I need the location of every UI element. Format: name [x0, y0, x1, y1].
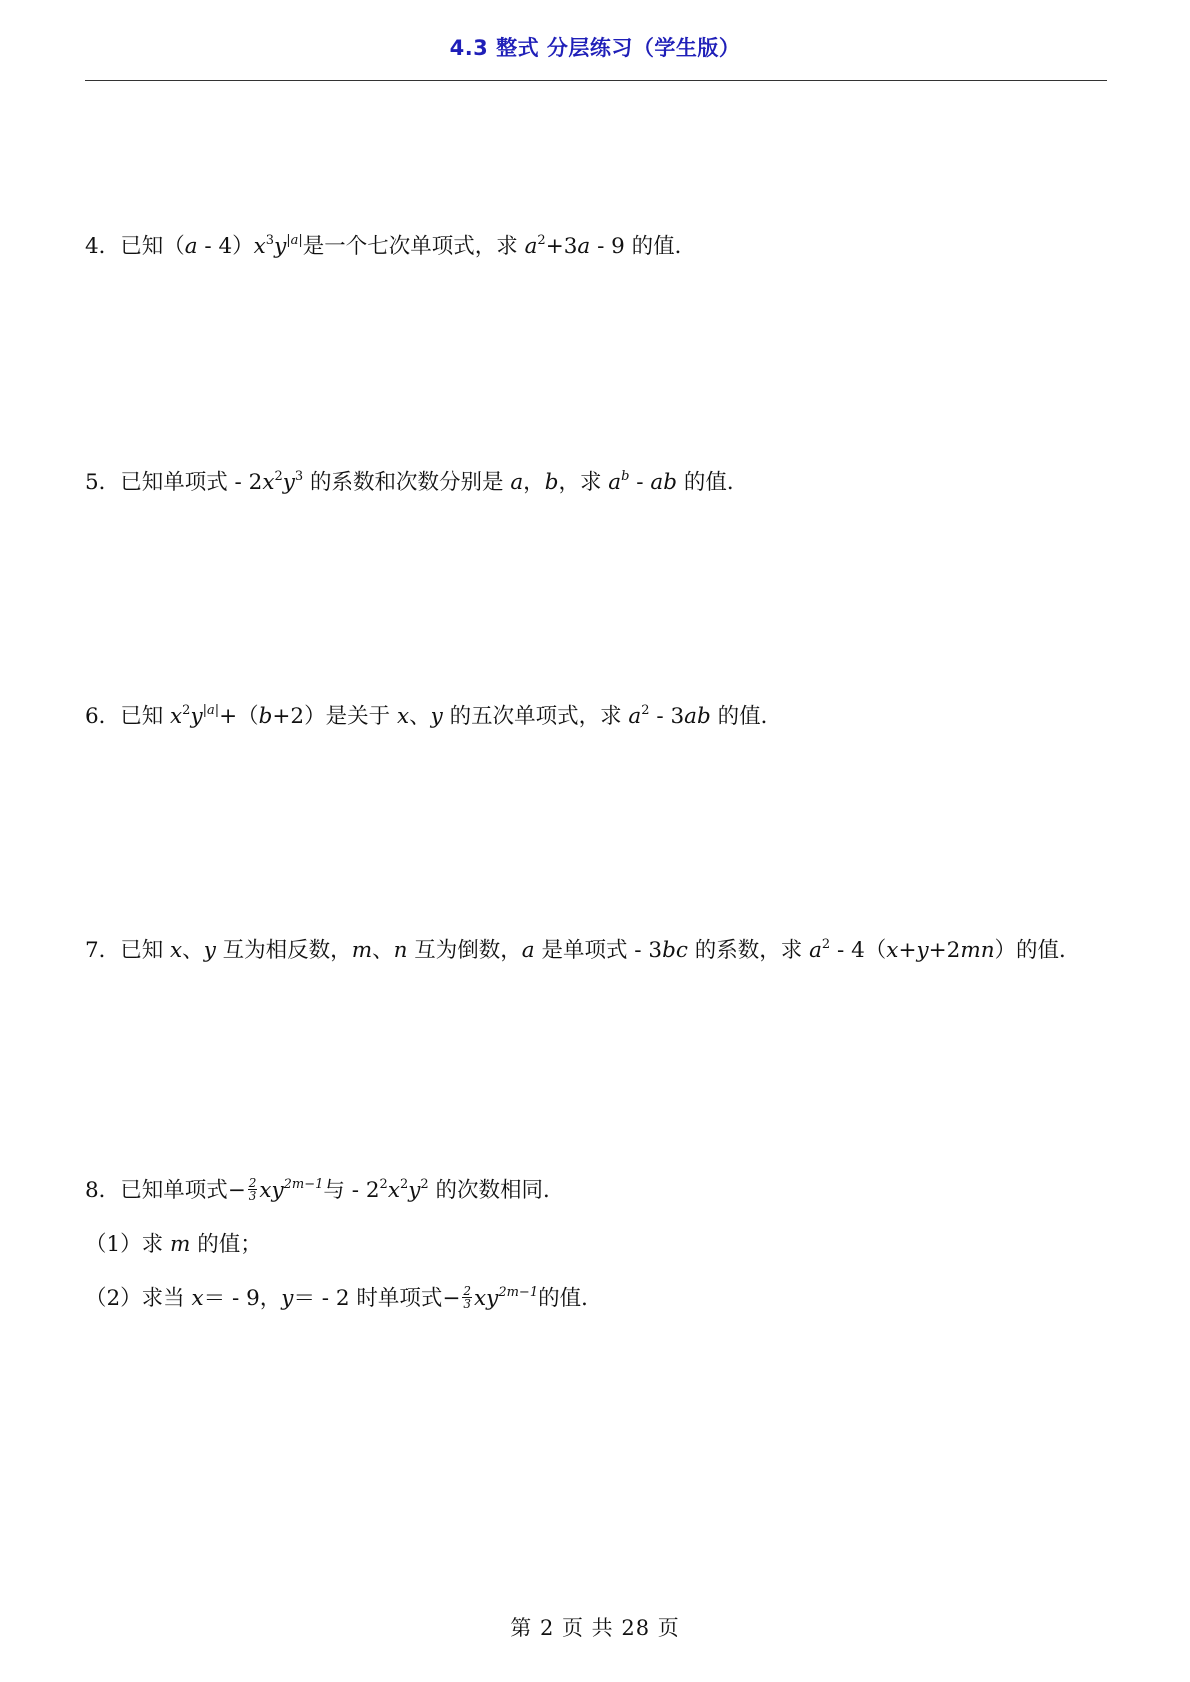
text: - 4）: [197, 234, 254, 259]
text: ，: [523, 470, 545, 495]
text: ，求: [558, 470, 609, 495]
minus-sign: −: [442, 1286, 461, 1311]
text: 是一个七次单项式，求: [302, 234, 525, 259]
var-a: a: [521, 938, 535, 963]
question-number: 8．: [85, 1178, 121, 1203]
text: 的值．: [676, 470, 749, 495]
var-ab: ab: [684, 704, 711, 729]
minus-sign: −: [227, 1178, 246, 1203]
text: +2: [928, 938, 961, 963]
var-x: x: [191, 1286, 204, 1311]
question-number: 5．: [85, 470, 121, 495]
text: （2）求当: [85, 1286, 192, 1311]
var-y: y: [916, 938, 929, 963]
exponent: 3: [294, 468, 304, 484]
exponent: 2: [274, 468, 283, 484]
text: 的次数相同．: [428, 1178, 565, 1203]
text: -: [629, 470, 651, 495]
var-x: x: [170, 938, 183, 963]
var-b: b: [258, 704, 273, 729]
text: +: [898, 938, 917, 963]
var-x: x: [387, 1178, 400, 1203]
exponent: 2: [641, 702, 650, 718]
text: 的系数，求: [687, 938, 810, 963]
text: 已知单项式: [120, 1178, 228, 1203]
question-8: [85, 1176, 565, 1206]
text: - 3: [649, 704, 685, 729]
var-m: m: [170, 1232, 191, 1257]
text: 已知: [120, 938, 171, 963]
var-bc: bc: [662, 938, 688, 963]
text: ＝ - 9，: [203, 1286, 282, 1311]
exponent: 2: [537, 232, 546, 248]
var-a: a: [524, 234, 538, 259]
var-x: x: [170, 704, 183, 729]
var-y: y: [281, 1286, 294, 1311]
var-y: y: [430, 704, 443, 729]
var-xy: xy: [259, 1178, 284, 1203]
text: ＝ - 2 时单项式: [293, 1286, 443, 1311]
var-a: a: [809, 938, 822, 963]
exponent: 3: [265, 232, 275, 248]
text: 的值；: [190, 1232, 262, 1257]
header-divider: [85, 80, 1107, 81]
var-x: x: [253, 234, 266, 259]
question-number: 4．: [85, 234, 121, 259]
text: 已知（: [120, 234, 185, 259]
var-a: a: [510, 470, 524, 495]
var-a: a: [184, 234, 198, 259]
text: 、: [409, 704, 431, 729]
text: 、: [372, 938, 394, 963]
text: - 9 的值．: [590, 234, 697, 259]
question-6: [85, 702, 782, 732]
question-number: 7．: [85, 938, 121, 963]
text: 已知: [120, 704, 171, 729]
text: 已知单项式 - 2: [120, 470, 263, 495]
page-header-title: 4.3 整式 分层练习（学生版）: [449, 36, 741, 60]
var-y: y: [274, 234, 287, 259]
var-y: y: [203, 938, 216, 963]
exponent: 2m−1: [283, 1176, 324, 1192]
question-8-part-1: [85, 1230, 262, 1260]
question-4: [85, 232, 696, 262]
exponent: 2m−1: [498, 1284, 539, 1300]
var-xy: xy: [474, 1286, 499, 1311]
exponent: 2: [821, 936, 831, 952]
text: 、: [182, 938, 204, 963]
text: 的值．: [538, 1286, 603, 1311]
exponent: 2: [182, 702, 191, 718]
text: 互为倒数，: [407, 938, 522, 963]
text: 互为相反数，: [215, 938, 352, 963]
text: 与 - 2: [323, 1178, 380, 1203]
fraction-denominator: 3: [463, 1296, 472, 1311]
var-a: a: [577, 234, 591, 259]
fraction: [248, 1177, 258, 1202]
exponent: 2: [420, 1176, 429, 1192]
text: +2）是关于: [272, 704, 397, 729]
var-x: x: [886, 938, 899, 963]
var-a: a: [628, 704, 642, 729]
var-a: a: [608, 470, 622, 495]
var-n: n: [393, 938, 408, 963]
exponent: 2: [379, 1176, 388, 1192]
fraction-numerator: 2: [463, 1283, 472, 1298]
var-b: b: [544, 470, 559, 495]
question-5: [85, 468, 748, 498]
var-y: y: [190, 704, 203, 729]
page-footer: 第 2 页 共 28 页: [510, 1616, 680, 1640]
text: 的系数和次数分别是: [303, 470, 511, 495]
text: - 4（: [830, 938, 887, 963]
exponent: b: [621, 468, 630, 484]
var-ab: ab: [650, 470, 677, 495]
text: 是单项式 - 3: [534, 938, 663, 963]
question-8-part-2: [85, 1284, 603, 1314]
text: 的值．: [710, 704, 783, 729]
exponent: 2: [399, 1176, 409, 1192]
var-m: m: [351, 938, 373, 963]
exponent: |a|: [202, 702, 220, 718]
var-y: y: [282, 470, 295, 495]
text: （1）求: [85, 1232, 171, 1257]
var-mn: mn: [960, 938, 995, 963]
text: ）的值．: [994, 938, 1081, 963]
question-7: [85, 936, 1081, 966]
text: +3: [545, 234, 578, 259]
text: 的五次单项式，求: [442, 704, 629, 729]
fraction-denominator: 3: [248, 1188, 257, 1203]
var-y: y: [408, 1178, 421, 1203]
fraction: [462, 1285, 472, 1310]
var-x: x: [396, 704, 410, 729]
question-number: 6．: [85, 704, 121, 729]
var-x: x: [262, 470, 275, 495]
fraction-numerator: 2: [248, 1175, 257, 1190]
text: +（: [219, 704, 259, 729]
exponent: |a|: [286, 232, 303, 248]
